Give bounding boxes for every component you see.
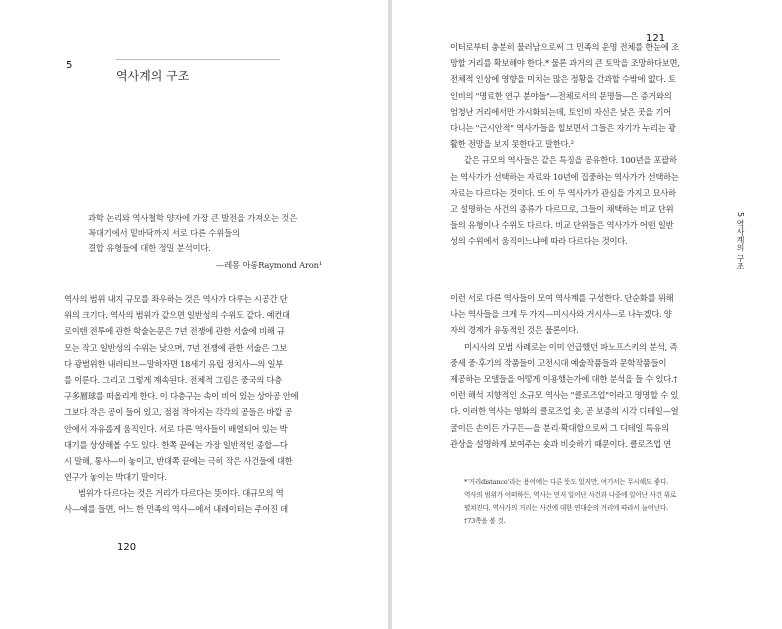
left-page — [0, 0, 388, 629]
running-head: 5 역사계의 구조 — [736, 212, 745, 271]
text-line: 중세 중·후기의 작품들이 고전시대 예술작품들과 문학작품들이 — [450, 357, 667, 368]
text-line: 시 말해, 통사—이 놓이고, 반대쪽 끝에는 극히 작은 사건들에 대한 — [64, 455, 293, 466]
right-body-text-top — [450, 39, 720, 249]
text-line: 같은 규모의 역사들은 같은 특징을 공유한다. 100년을 포괄하 — [464, 155, 677, 166]
text-line: 사—예를 들면, 어느 한 민족의 역사—에서 내레이터는 주어진 데 — [64, 504, 288, 515]
text-line: 미시사의 모범 사례로는 이미 언급했던 파노프스키의 분석, 즉 — [464, 341, 678, 352]
epigraph-line: 꼭대기에서 밑바닥까지 서로 다른 수위들의 — [88, 228, 240, 238]
footnote-line: *'거리distance'라는 용어에는 다른 뜻도 있지만, 여기서는 무시해도 좋다. — [464, 478, 669, 486]
chapter-title: 역사계의 구조 — [116, 69, 190, 83]
epigraph-line: 과학 논리와 역사철학 양자에 가장 큰 발전을 가져오는 것은 — [88, 213, 298, 223]
text-line: 다. 이러한 역사는 영화의 클로즈업 숏, 곧 보증의 시각 디테일—얼 — [450, 406, 679, 417]
text-line: 자의 경계가 유동적인 것은 물론이다. — [450, 325, 579, 336]
right-page — [392, 0, 782, 629]
epigraph — [88, 211, 350, 273]
text-line: 는 역사가가 선택하는 자료와 10년에 집중하는 역사가가 선택하는 — [450, 171, 679, 182]
epigraph-line: 결합 유형들에 대한 정밀 분석이다. — [88, 243, 211, 253]
text-line: 다니는 "근시안적" 역사가들을 힐보면서 그들은 자기가 누리는 광 — [450, 122, 676, 133]
text-line: 역사의 범위 내지 규모를 좌우하는 것은 역사가 다루는 시공간 단 — [64, 294, 288, 304]
chapter-rule — [116, 59, 280, 60]
text-line: 모는 작고 일반성의 수위는 낮으며, 7년 전쟁에 관한 서술은 그보 — [64, 342, 288, 353]
footnote-line: 펼쳐진다. 역사가의 거리는 사건에 대한 연대순의 거리에 따라서 늘어난다. — [464, 504, 669, 512]
page-number-left: 120 — [117, 542, 137, 553]
text-line: 구多層球를 떠올리게 한다. 이 다층구는 속이 비어 있는 상아공 안에 — [64, 391, 299, 402]
text-line: 대기를 상상해볼 수도 있다. 한쪽 끝에는 가장 일반적인 종합—다 — [64, 439, 288, 450]
text-line: 위의 크기다. 역사의 범위가 같으면 일반성의 수위도 같다. 예컨대 — [64, 310, 290, 321]
text-line: 자료는 다르다는 것이다. 또 이 두 역사가가 관심을 가지고 묘사하 — [450, 187, 676, 198]
text-line: 망할 거리를 확보해야 한다.* 물론 과거의 큰 토막을 조망하다보면, — [450, 58, 680, 69]
text-line: 그보다 작은 공이 들어 있고, 점점 작아지는 각각의 공들은 바깥 공 — [64, 407, 293, 418]
text-line: 범위가 다르다는 것은 거리가 다르다는 뜻이다. 대규모의 역 — [78, 488, 284, 499]
text-line: 인비의 "명료한 연구 분야들"—전체로서의 문명들—은 증거와의 — [450, 90, 672, 101]
text-line: 성의 수위에서 움직이느냐에 따라 다르다는 것이다. — [450, 236, 628, 247]
text-line: 활한 전망을 보지 못한다고 말한다.² — [450, 139, 574, 150]
text-line: 고 설명하는 사건의 종류가 다르므로, 그들이 채택하는 비교 단위 — [450, 203, 674, 214]
footnote-line: †73쪽을 볼 것. — [464, 517, 506, 525]
left-body-text — [64, 291, 332, 518]
text-line: 들의 유형이나 수위도 다르다. 비교 단위들은 역사가가 어떤 일반 — [450, 220, 674, 231]
footnote-line: 역사의 범위가 어떠하든, 역사는 먼저 일어난 사건과 나중에 일어난 사건 위로 — [464, 491, 677, 499]
epigraph-attribution: —레몽 아롱Raymond Aron¹ — [215, 260, 322, 270]
text-line: 다 광범위한 내러티브—말하자면 18세기 유럽 정치사—의 일부 — [64, 358, 284, 369]
text-line: 이터로부터 충분히 물러남으로써 그 민족의 운명 전체를 한눈에 조 — [450, 42, 679, 52]
text-line: 안에서 자유롭게 움직인다. 서로 다른 역사들이 배열되어 있는 박 — [64, 423, 288, 434]
text-line: 굴이든 손이든 가구든—을 분리·확대함으로써 그 디테일 특유의 — [450, 422, 669, 433]
text-line: 관상을 설명하게 보여주는 숏과 비슷하기 때문이다. 클로즈업 연 — [450, 438, 671, 449]
text-line: 로이텐 전투에 관한 학술논문은 7년 전쟁에 관한 서술에 비해 규 — [64, 326, 285, 337]
text-line: 이런 해석 지향적인 소규모 역사는 "클로즈업"이라고 명명할 수 있 — [450, 390, 679, 401]
text-line: 를 이룬다. 그리고 그렇게 계속된다. 전체적 그림은 중국의 다층 — [64, 374, 282, 385]
text-line: 연구가 놓이는 박대기 말이다. — [64, 472, 167, 483]
text-line: 제공하는 모델들을 어떻게 이용했는가에 대한 분석을 들 수 있다.† — [450, 373, 678, 384]
text-line: 나는 역사들을 크게 두 가지—미시사와 거시사—로 나누겠다. 양 — [450, 309, 672, 320]
page-number-right: 121 — [646, 33, 666, 44]
text-line: 엄청난 거리에서만 가시화되는데, 토인비 자신은 낮은 곳을 기어 — [450, 106, 671, 117]
text-line: 전체적 인상에 영향을 미치는 많은 정황을 간과할 수밖에 없다. 토 — [450, 74, 676, 85]
text-line: 이런 서로 다른 역사들이 모여 역사계를 구성한다. 단순화를 위해 — [450, 293, 674, 303]
footnotes — [464, 476, 720, 528]
chapter-number: 5 — [66, 60, 73, 71]
right-body-text-bottom — [450, 290, 720, 452]
